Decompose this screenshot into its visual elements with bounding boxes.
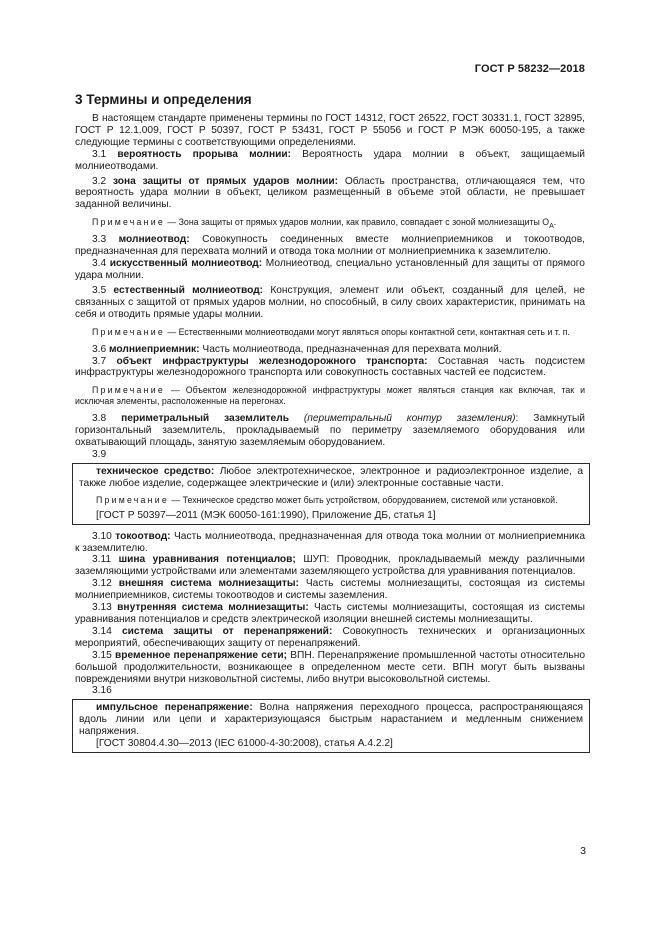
term-3-14: 3.14 система защиты от перенапряжений: Совокупность технических и организационных мероприятий, обеспечивающих защиту от перенапряжений. xyxy=(75,625,585,649)
term-3-11: 3.11 шина уравнивания потенциалов; ШУП: Проводник, прокладываемый между различными заземляющими устройствами или элементами заземляющего устройства для уравнивания потенциалов. xyxy=(75,554,585,578)
term-3-16: импульсное перенапряжение: Волна напряжения переходного процесса, распространяющаяся вдоль линии или цепи и характеризующаяся быстрым нарастанием и медленным снижением напряжения. xyxy=(79,702,583,738)
note-3-7: Примечание — Объектом железнодорожной инфраструктуры может являться станция как включая, так и исключая элементы, расположенные на перегонах. xyxy=(75,385,585,407)
note-3-5: Примечание — Естественными молниеотводами могут являться опоры контактной сети, контактная сеть и т. п. xyxy=(92,326,570,337)
note-label: Примечание xyxy=(96,494,169,505)
note-3-9: Примечание — Техническое средство может быть устройством, оборудованием, системой или установкой. xyxy=(96,494,558,505)
note-label: Примечание xyxy=(92,385,165,396)
intro-paragraph: В настоящем стандарте применены термины по ГОСТ 14312, ГОСТ 26522, ГОСТ 30331.1, ГОСТ 32895, ГОСТ Р 12.1.009, ГОСТ Р 50397, ГОСТ Р 53431, ГОСТ Р 55056 и ГОСТ Р МЭК 60050-195, а также следующие термины с соответствующими определениями. xyxy=(75,113,585,148)
term-3-16-box xyxy=(72,699,590,753)
term-3-16-number: 3.16 xyxy=(92,685,112,697)
term-3-5: 3.5 естественный молниеотвод: Конструкция, элемент или объект, созданный для целей, не связанных с защитой от прямых ударов молнии, но способный, в силу своих характеристик, принимать на себя и отводить прямые удары молнии. xyxy=(75,284,585,320)
term-3-2: 3.2 зона защиты от прямых ударов молнии: Область пространства, отличающаяся тем, что вероятность удара молнии в объект, целиком размещенный в объеме этой области, не превышает заданной величины. xyxy=(75,175,585,211)
term-3-10: 3.10 токоотвод: Часть молниеотвода, предназначенная для отвода тока молнии от молниеприемника к заземлителю. xyxy=(75,530,585,554)
term-3-9: техническое средство: Любое электротехническое, электронное и радиоэлектронное изделие, а также любое изделие, содержащее электрические и (или) электронные составные части. xyxy=(79,465,583,489)
term-3-8: 3.8 периметральный заземлитель (периметральный контур заземления): Замкнутый горизонтальный заземлитель, прокладываемый по периметру заземляемого оборудования или охватывающий площадь, занятую заземляемым оборудованием. xyxy=(75,413,585,449)
term-3-4: 3.4 искусственный молниеотвод: Молниеотвод, специально установленный для защиты от прямого удара молнии. xyxy=(75,258,585,281)
term-3-3: 3.3 молниеотвод: Совокупность соединенных вместе молниеприемников и токоотводов, предназначенная для перехвата молний и отвода тока молнии от молниеприемника к заземлителю. xyxy=(75,234,585,258)
term-3-1: 3.1 вероятность прорыва молнии: Вероятность удара молнии в объект, защищаемый молниеотводами. xyxy=(75,148,585,172)
note-3-2: Примечание — Зона защиты от прямых ударов молнии, как правило, совпадает с зоной молниезащиты $О_А$. xyxy=(92,217,557,230)
term-3-13: 3.13 внутренняя система молниезащиты: Часть системы молниезащиты, состоящая из системы уравнивания потенциалов и средств электрической изоляции внешней системы молниезащиты. xyxy=(75,602,585,625)
term-3-6: 3.6 молниеприемник: Часть молниеотвода, предназначенная для перехвата молний. xyxy=(92,343,502,355)
note-label: Примечание xyxy=(92,217,165,228)
term-3-7: 3.7 объект инфраструктуры железнодорожного транспорта: Составная часть подсистем инфраструктуры железнодорожного транспорта или совокупность составных частей ее подсистем. xyxy=(75,355,585,379)
page-number: 3 xyxy=(580,845,586,857)
reference-3-16: [ГОСТ 30804.4.30—2013 (IEC 61000-4-30:2008), статья А.4.2.2] xyxy=(96,738,393,750)
term-3-12: 3.12 внешняя система молниезащиты: Часть системы молниезащиты, состоящая из системы молниеприемников, системы токоотводов и системы заземления. xyxy=(75,578,585,602)
term-3-9-number: 3.9 xyxy=(92,449,107,461)
section-title: 3 Термины и определения xyxy=(75,92,252,107)
reference-3-9: [ГОСТ Р 50397—2011 (МЭК 60050-161:1990), Приложение ДБ, статья 1] xyxy=(96,509,436,521)
note-label: Примечание xyxy=(92,326,165,337)
term-3-9-box xyxy=(72,463,590,525)
term-3-15: 3.15 временное перенапряжение сети; ВПН. Перенапряжение промышленной частоты относительно большой продолжительности, возникающее в определенном месте сети. ВПН могут быть вызваны повреждениями внутри низковольтной системы, либо внутри высоковольтной системы. xyxy=(75,649,585,685)
standard-number: ГОСТ Р 58232—2018 xyxy=(474,63,585,75)
section-body xyxy=(75,113,585,759)
